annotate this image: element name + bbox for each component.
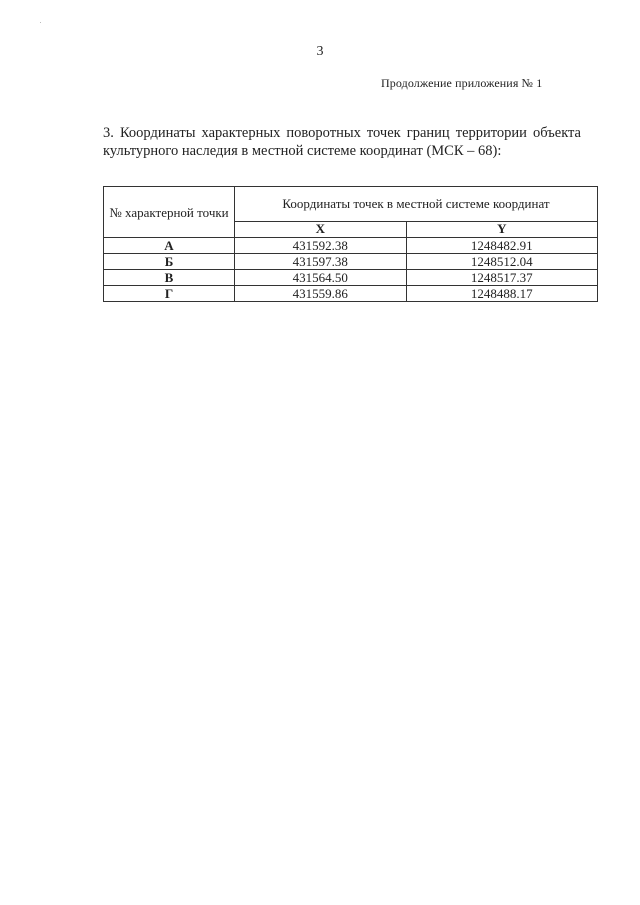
table-row bbox=[104, 238, 598, 254]
x-value: 431559.86 bbox=[235, 286, 407, 302]
table-body bbox=[104, 238, 598, 302]
header-x: X bbox=[235, 221, 407, 237]
coordinates-table bbox=[103, 186, 598, 302]
table-row bbox=[104, 286, 598, 302]
page-number: 3 bbox=[316, 44, 324, 59]
header-row-top bbox=[104, 187, 598, 222]
y-value: 1248512.04 bbox=[406, 254, 597, 270]
x-value: 431592.38 bbox=[235, 238, 407, 254]
point-label: Г bbox=[104, 286, 235, 302]
y-value: 1248482.91 bbox=[406, 238, 597, 254]
point-label: Б bbox=[104, 254, 235, 270]
point-label: А bbox=[104, 238, 235, 254]
scan-speck bbox=[40, 22, 41, 23]
x-value: 431564.50 bbox=[235, 270, 407, 286]
table-row bbox=[104, 254, 598, 270]
y-value: 1248517.37 bbox=[406, 270, 597, 286]
header-y: Y bbox=[406, 221, 597, 237]
header-point-number: № характерной точки bbox=[104, 187, 235, 238]
point-label: В bbox=[104, 270, 235, 286]
table-header bbox=[104, 187, 598, 238]
y-value: 1248488.17 bbox=[406, 286, 597, 302]
header-coordinates: Координаты точек в местной системе координат bbox=[235, 187, 598, 222]
appendix-continuation-note: Продолжение приложения № 1 bbox=[381, 76, 543, 90]
x-value: 431597.38 bbox=[235, 254, 407, 270]
section-heading: 3. Координаты характерных поворотных точек границ территории объекта культурного наследия в местной системе координат (МСК – 68): bbox=[103, 125, 581, 159]
table-row bbox=[104, 270, 598, 286]
